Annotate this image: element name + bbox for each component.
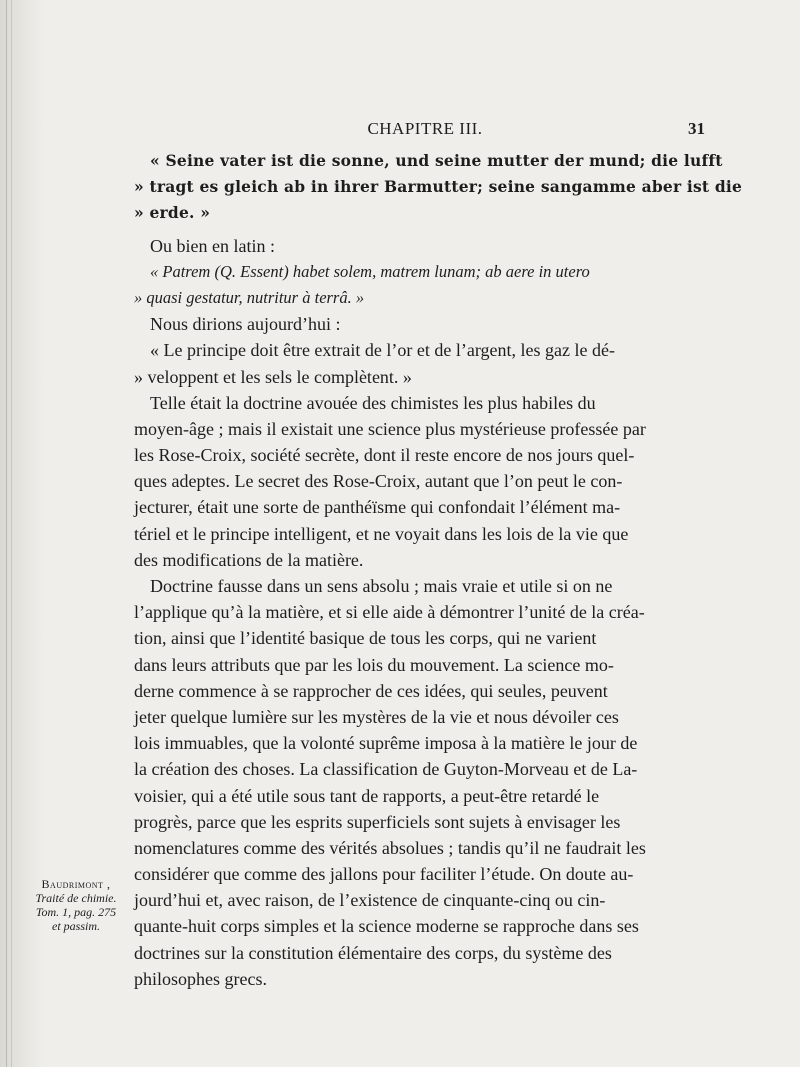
text-line: jourd’hui et, avec raison, de l’existence de cinquante-cinq ou cin-: [134, 890, 606, 911]
page-body: [134, 148, 743, 992]
text-line: Telle était la doctrine avouée des chimistes les plus habiles du: [150, 392, 596, 413]
text-line: Nous dirions aujourd’hui :: [150, 314, 341, 335]
text-line: tériel et le principe intelligent, et ne voyait dans les lois de la vie que: [134, 523, 629, 544]
margin-note-author: Baudrimont ,: [41, 877, 111, 891]
german-quote-line: « Seine vater ist die sonne, und seine mutter der mund; die lufft: [150, 151, 723, 170]
german-quote-line: » tragt es gleich ab in ihrer Barmutter; seine sangamme aber ist die: [134, 177, 743, 197]
text-line: derne commence à se rapprocher de ces idées, qui seules, peuvent: [134, 680, 608, 701]
german-quote-line: » erde. »: [134, 203, 211, 223]
page-header: [0, 119, 800, 141]
text-line: voisier, qui a été utile sous tant de rapports, a peut-être retardé le: [134, 785, 600, 806]
text-line: philosophes grecs.: [134, 968, 267, 989]
text-line: jecturer, était une sorte de panthéïsme qui confondait l’élément ma-: [134, 497, 621, 518]
text-line: jeter quelque lumière sur les mystères de la vie et nous dévoiler ces: [134, 706, 619, 727]
margin-note-reference: Tom. 1, pag. 275: [35, 905, 117, 919]
gutter-line: [11, 0, 12, 1067]
latin-quote-line: » quasi gestatur, nutritur à terrâ. »: [134, 287, 365, 307]
text-line: l’applique qu’à la matière, et si elle aide à démontrer l’unité de la créa-: [134, 602, 645, 623]
gutter-line: [6, 0, 7, 1067]
text-line: progrès, parce que les esprits superficiels sont sujets à envisager les: [134, 811, 621, 832]
text-line: des modifications de la matière.: [134, 549, 364, 570]
text-line: tion, ainsi que l’identité basique de tous les corps, qui ne varient: [134, 628, 597, 649]
text-line: ques adeptes. Le secret des Rose-Croix, autant que l’on peut le con-: [134, 471, 623, 492]
text-line: nomenclatures comme des vérités absolues ; tandis qu’il ne faudrait les: [134, 837, 646, 858]
text-line: lois immuables, que la volonté suprême imposa à la matière le jour de: [134, 733, 638, 754]
text-line: » veloppent et les sels le complètent. »: [134, 366, 412, 387]
margin-note-passim: et passim.: [52, 919, 100, 933]
text-line: les Rose-Croix, société secrète, dont il reste encore de nos jours quel-: [134, 445, 635, 466]
chapter-heading: CHAPITRE III.: [367, 119, 483, 138]
latin-quote-line: « Patrem (Q. Essent) habet solem, matrem lunam; ab aere in utero: [150, 261, 590, 281]
text-line: Ou bien en latin :: [150, 235, 275, 256]
text-line: « Le principe doit être extrait de l’or et de l’argent, les gaz le dé-: [150, 340, 615, 361]
page-number: 31: [688, 119, 705, 138]
margin-note-title: Traité de chimie.: [35, 891, 117, 905]
text-line: considérer que comme des jallons pour faciliter l’étude. On doute au-: [134, 864, 634, 885]
text-line: dans leurs attributs que par les lois du mouvement. La science mo-: [134, 654, 614, 675]
margin-note: [28, 877, 124, 933]
text-line: la création des choses. La classification de Guyton-Morveau et de La-: [134, 759, 638, 780]
text-line: Doctrine fausse dans un sens absolu ; mais vraie et utile si on ne: [150, 576, 613, 596]
text-line: quante-huit corps simples et la science moderne se rapproche dans ses: [134, 916, 639, 937]
text-line: moyen-âge ; mais il existait une science plus mystérieuse professée par: [134, 418, 646, 439]
text-line: doctrines sur la constitution élémentaire des corps, du système des: [134, 942, 612, 963]
